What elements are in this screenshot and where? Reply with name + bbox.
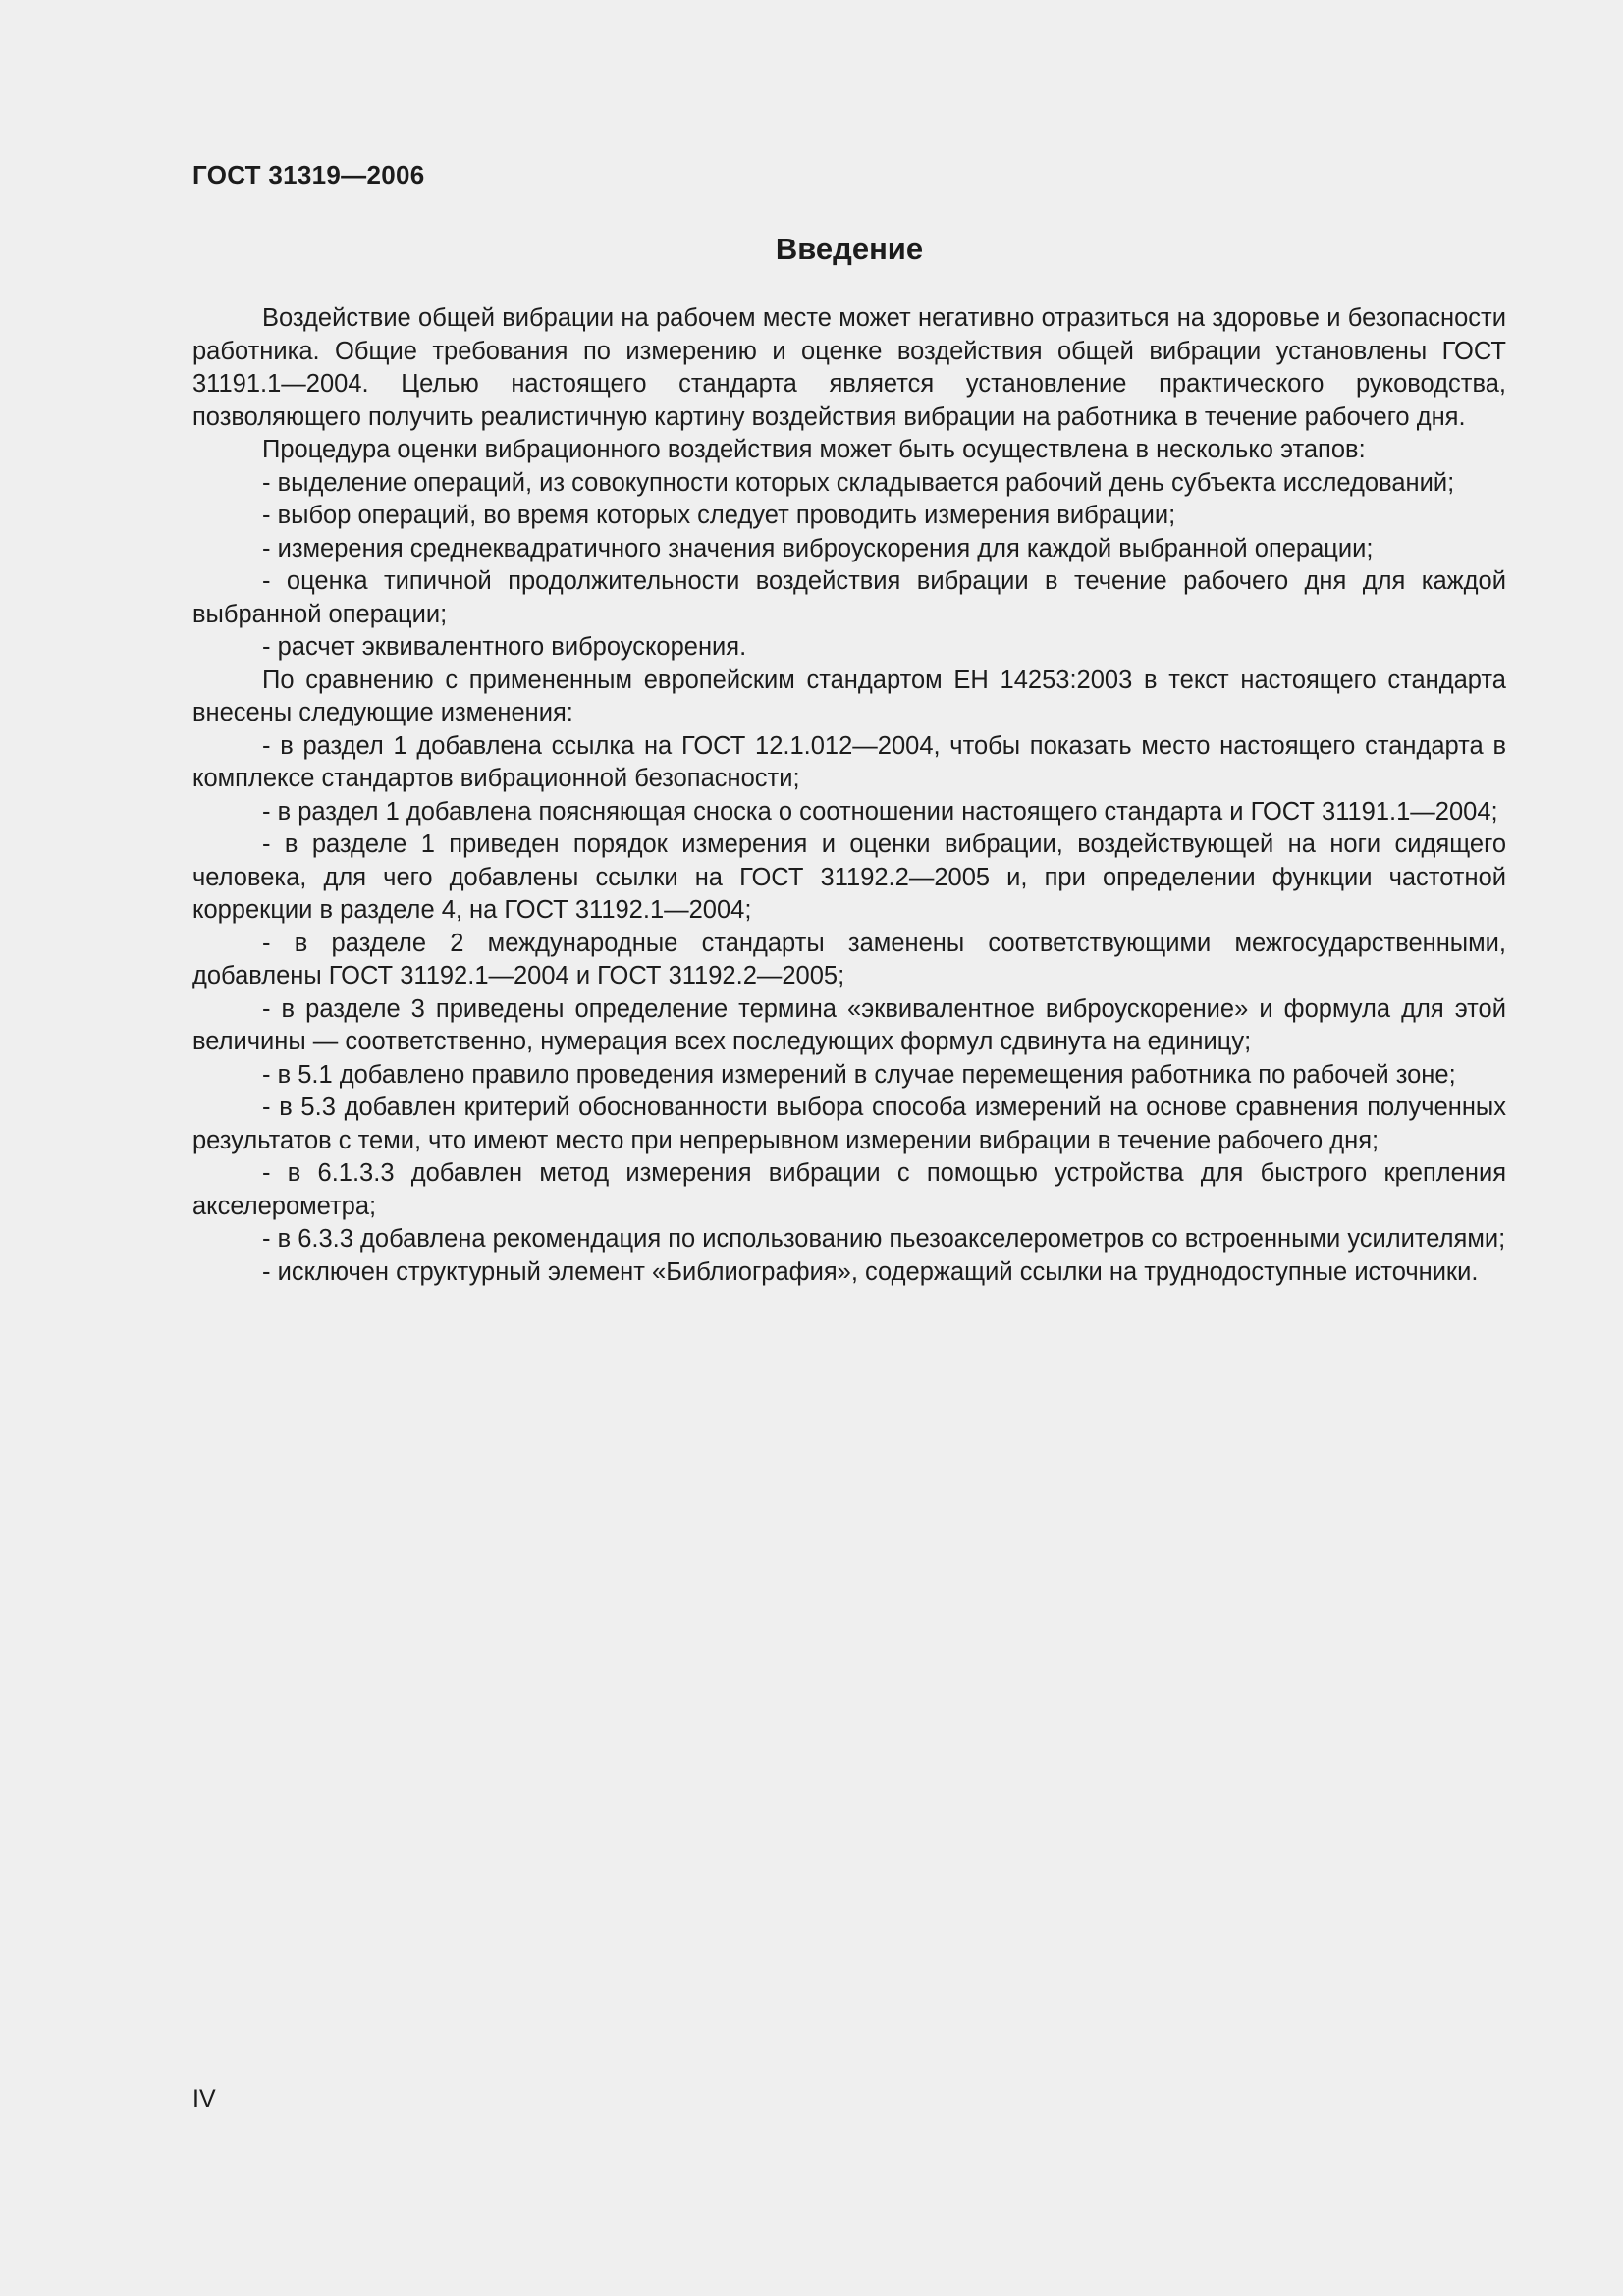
list-item: - в разделе 3 приведены определение термина «эквивалентное виброускорение» и формула для этой величины — соответственно, нумерация всех последующих формул сдвинута на единицу;	[192, 994, 1506, 1055]
list-item: - в раздел 1 добавлена ссылка на ГОСТ 12.1.012—2004, чтобы показать место настоящего стандарта в комплексе стандартов вибрационной безопасности;	[192, 731, 1506, 792]
list-item: - в раздел 1 добавлена поясняющая сноска о соотношении настоящего стандарта и ГОСТ 31191.1—2004;	[262, 797, 1498, 826]
list-item: - оценка типичной продолжительности воздействия вибрации в течение рабочего дня для каждой выбранной операции;	[192, 567, 1506, 628]
list-item: - в 5.1 добавлено правило проведения измерений в случае перемещения работника по рабочей зоне;	[262, 1060, 1456, 1089]
list-item: - в 6.1.3.3 добавлен метод измерения вибрации с помощью устройства для быстрого крепления акселерометра;	[192, 1159, 1506, 1220]
list-item: - выбор операций, во время которых следует проводить измерения вибрации;	[262, 502, 1176, 529]
list-item: - измерения среднеквадратичного значения виброускорения для каждой выбранной операции;	[262, 534, 1374, 562]
paragraph: Воздействие общей вибрации на рабочем месте может негативно отразиться на здоровье и безопасности работника. Общие требования по измерению и оценке воздействия общей вибрации установлены ГОСТ 31191.1—2004. Целью настоящего стандарта является установление практического руководства, позволяющего получить реалистичную картину воздействия вибрации на работника в течение рабочего дня.	[192, 304, 1506, 431]
paragraph: Процедура оценки вибрационного воздействия может быть осуществлена в несколько этапов:	[262, 436, 1366, 463]
paragraph: По сравнению с примененным европейским стандартом ЕН 14253:2003 в текст настоящего стандарта внесены следующие изменения:	[192, 666, 1506, 726]
list-item: - исключен структурный элемент «Библиография», содержащий ссылки на труднодоступные источники.	[262, 1257, 1479, 1286]
list-item: - в 6.3.3 добавлена рекомендация по использованию пьезоакселерометров со встроенными усилителями;	[262, 1225, 1506, 1253]
document-code: ГОСТ 31319—2006	[192, 160, 425, 189]
page-number: IV	[192, 2085, 216, 2112]
list-item: - в 5.3 добавлен критерий обоснованности выбора способа измерений на основе сравнения полученных результатов с теми, что имеют место при непрерывном измерении вибрации в течение рабочего дня;	[192, 1094, 1506, 1154]
list-item: - в разделе 2 международные стандарты заменены соответствующими межгосударственными, добавлены ГОСТ 31192.1—2004 и ГОСТ 31192.2—2005;	[192, 929, 1506, 989]
list-item: - в разделе 1 приведен порядок измерения и оценки вибрации, воздействующей на ноги сидящего человека, для чего добавлены ссылки на ГОСТ 31192.2—2005 и, при определении функции частотной коррекции в разделе 4, на ГОСТ 31192.1—2004;	[192, 830, 1506, 924]
list-item: - расчет эквивалентного виброускорения.	[262, 633, 747, 661]
list-item: - выделение операций, из совокупности которых складывается рабочий день субъекта исследований;	[262, 468, 1455, 497]
body-text	[192, 302, 1506, 1289]
section-title: Введение	[775, 232, 924, 266]
